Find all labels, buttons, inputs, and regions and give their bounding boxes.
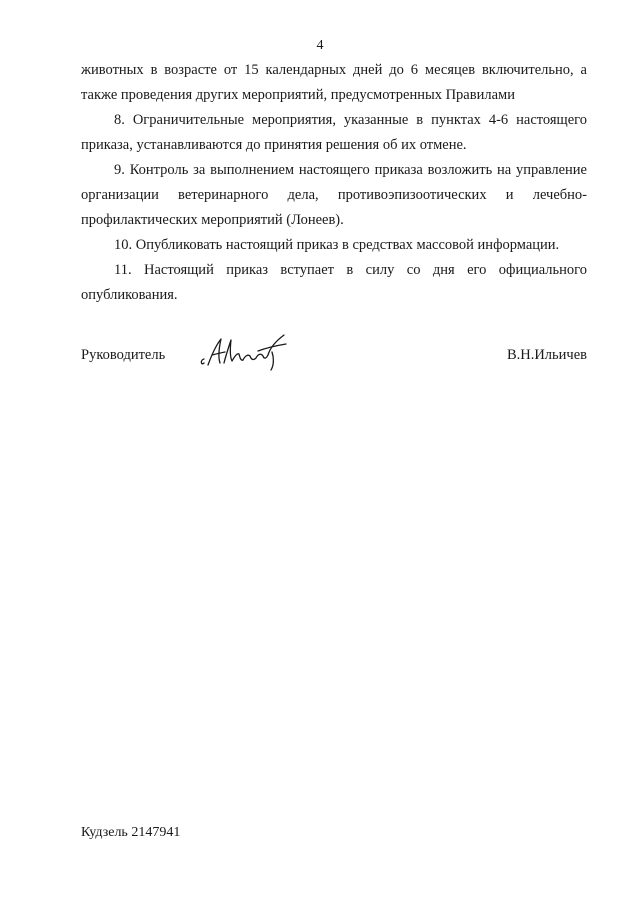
handwritten-signature xyxy=(198,332,290,374)
paragraph-item-10: 10. Опубликовать настоящий приказ в средствах массовой информации. xyxy=(114,237,560,253)
signature-block xyxy=(81,338,587,378)
document-body xyxy=(81,58,587,308)
executor-note: Кудзель 2147941 xyxy=(81,825,181,840)
paragraph-item-11: 11. Настоящий приказ вступает в силу со дня его официального опубликования. xyxy=(81,262,587,303)
paragraph-item-8: 8. Ограничительные мероприятия, указанные в пунктах 4-6 настоящего приказа, устанавливаются до принятия решения об их отмене. xyxy=(81,112,587,153)
page-number: 4 xyxy=(316,38,324,53)
paragraph-continuation: животных в возрасте от 15 календарных дней до 6 месяцев включительно, а также проведения других мероприятий, предусмотренных Правилами xyxy=(81,62,587,103)
signer-title: Руководитель xyxy=(81,347,166,363)
signer-name: В.Н.Ильичев xyxy=(506,347,587,363)
paragraph-item-9: 9. Контроль за выполнением настоящего приказа возложить на управление организации ветеринарного дела, противоэпизоотических и лечебно-профилактических мероприятий (Лонеев). xyxy=(81,162,587,228)
